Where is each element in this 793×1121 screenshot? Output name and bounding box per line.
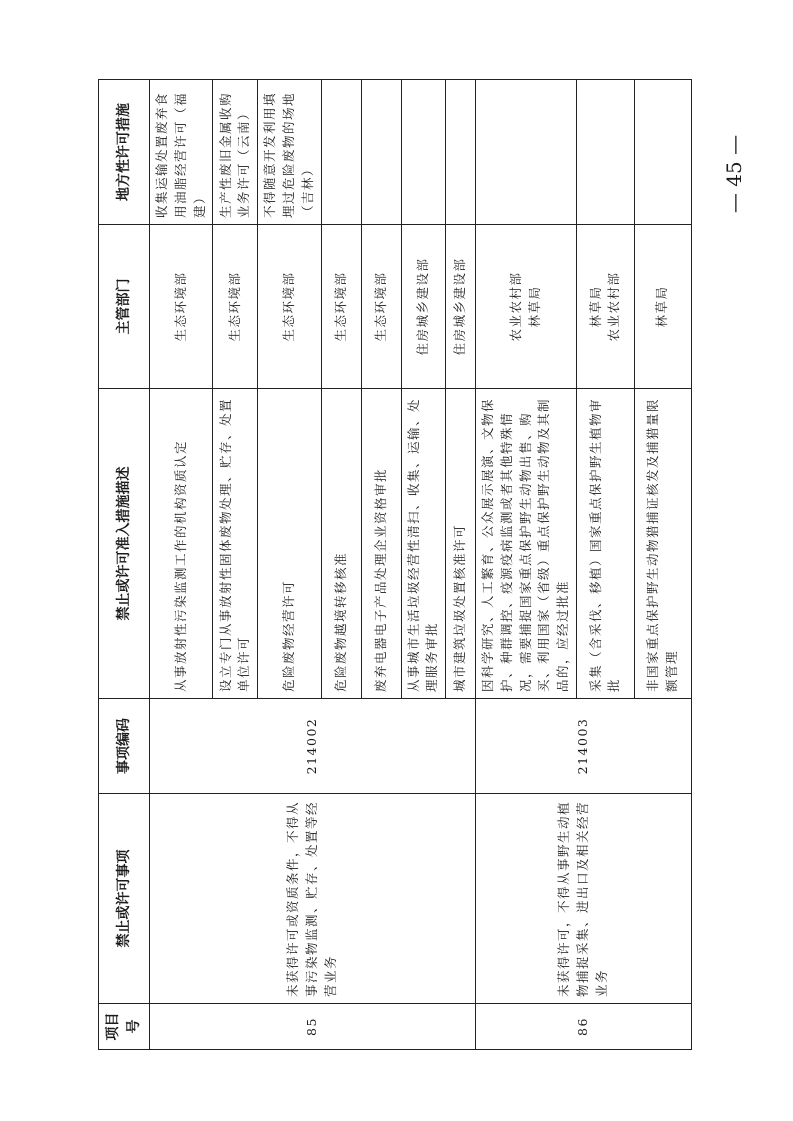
measure-department: 农业农村部 林草局 — [476, 225, 577, 389]
measure-description: 从事放射性污染监测工作的机构资质认定 — [150, 389, 213, 699]
measure-local-permit — [446, 80, 476, 225]
measure-description: 因科学研究、人工繁育、公众展示展演、文物保护、种群调控、疫源疫病监测或者其他特殊情况，需要捕捉国家重点保护野生动物出售、购买、利用国家（省级）重点保护野生动物及其制品的，应经过批准 — [476, 389, 577, 699]
item-description: 未获得许可或资质条件，不得从事污染物监测、贮存、处置等经营业务 — [150, 794, 476, 1004]
table-body — [150, 80, 692, 1050]
table-header-row — [99, 80, 150, 1050]
measure-description: 非国家重点保护野生动物猎捕证核发及捕猎量限额管理 — [634, 389, 691, 699]
measure-department: 生态环境部 — [321, 225, 361, 389]
header-code: 事项编码 — [99, 699, 150, 794]
measure-department: 林草局 — [634, 225, 691, 389]
measure-description: 废弃电器电子产品处理企业资格审批 — [361, 389, 401, 699]
measure-department: 住房城乡建设部 — [401, 225, 446, 389]
header-item-no: 项目号 — [99, 1004, 150, 1050]
measure-local-permit — [634, 80, 691, 225]
item-number: 86 — [476, 1004, 692, 1050]
measure-local-permit: 生产性废旧金属收购业务许可（云南） — [213, 80, 258, 225]
rotated-table-wrapper — [98, 80, 686, 1050]
measure-local-permit — [576, 80, 634, 225]
measure-local-permit — [401, 80, 446, 225]
measure-description: 危险废物越境转移核准 — [321, 389, 361, 699]
page-number: — 45 — — [722, 134, 747, 214]
measure-department: 住房城乡建设部 — [446, 225, 476, 389]
header-local: 地方性许可措施 — [99, 80, 150, 225]
measure-local-permit — [321, 80, 361, 225]
table-row — [476, 80, 577, 1050]
table-row — [150, 80, 213, 1050]
measure-description: 城市建筑垃圾处置核准许可 — [446, 389, 476, 699]
header-dept: 主管部门 — [99, 225, 150, 389]
measure-local-permit — [476, 80, 577, 225]
item-number: 85 — [150, 1004, 476, 1050]
header-item: 禁止或许可事项 — [99, 794, 150, 1004]
measure-description: 危险废物经营许可 — [258, 389, 321, 699]
permit-table — [98, 79, 692, 1050]
measure-department: 生态环境部 — [361, 225, 401, 389]
measure-department: 生态环境部 — [258, 225, 321, 389]
item-code: 214003 — [476, 699, 692, 794]
measure-local-permit — [361, 80, 401, 225]
item-code: 214002 — [150, 699, 476, 794]
header-measure: 禁止或许可准入措施描述 — [99, 389, 150, 699]
measure-description: 采集（含采伐、移植）国家重点保护野生植物审批 — [576, 389, 634, 699]
measure-department: 林草局 农业农村部 — [576, 225, 634, 389]
measure-description: 从事城市生活垃圾经营性清扫、收集、运输、处理服务审批 — [401, 389, 446, 699]
measure-department: 生态环境部 — [150, 225, 213, 389]
measure-local-permit: 收集运输处置废弃食用油脂经营许可（福建） — [150, 80, 213, 225]
measure-local-permit: 不得随意开发利用填埋过危险废物的场地（吉林） — [258, 80, 321, 225]
item-description: 未获得许可，不得从事野生动植物捕捉采集、进出口及相关经营业务 — [476, 794, 692, 1004]
measure-description: 设立专门从事放射性固体废物处理、贮存、处置单位许可 — [213, 389, 258, 699]
measure-department: 生态环境部 — [213, 225, 258, 389]
